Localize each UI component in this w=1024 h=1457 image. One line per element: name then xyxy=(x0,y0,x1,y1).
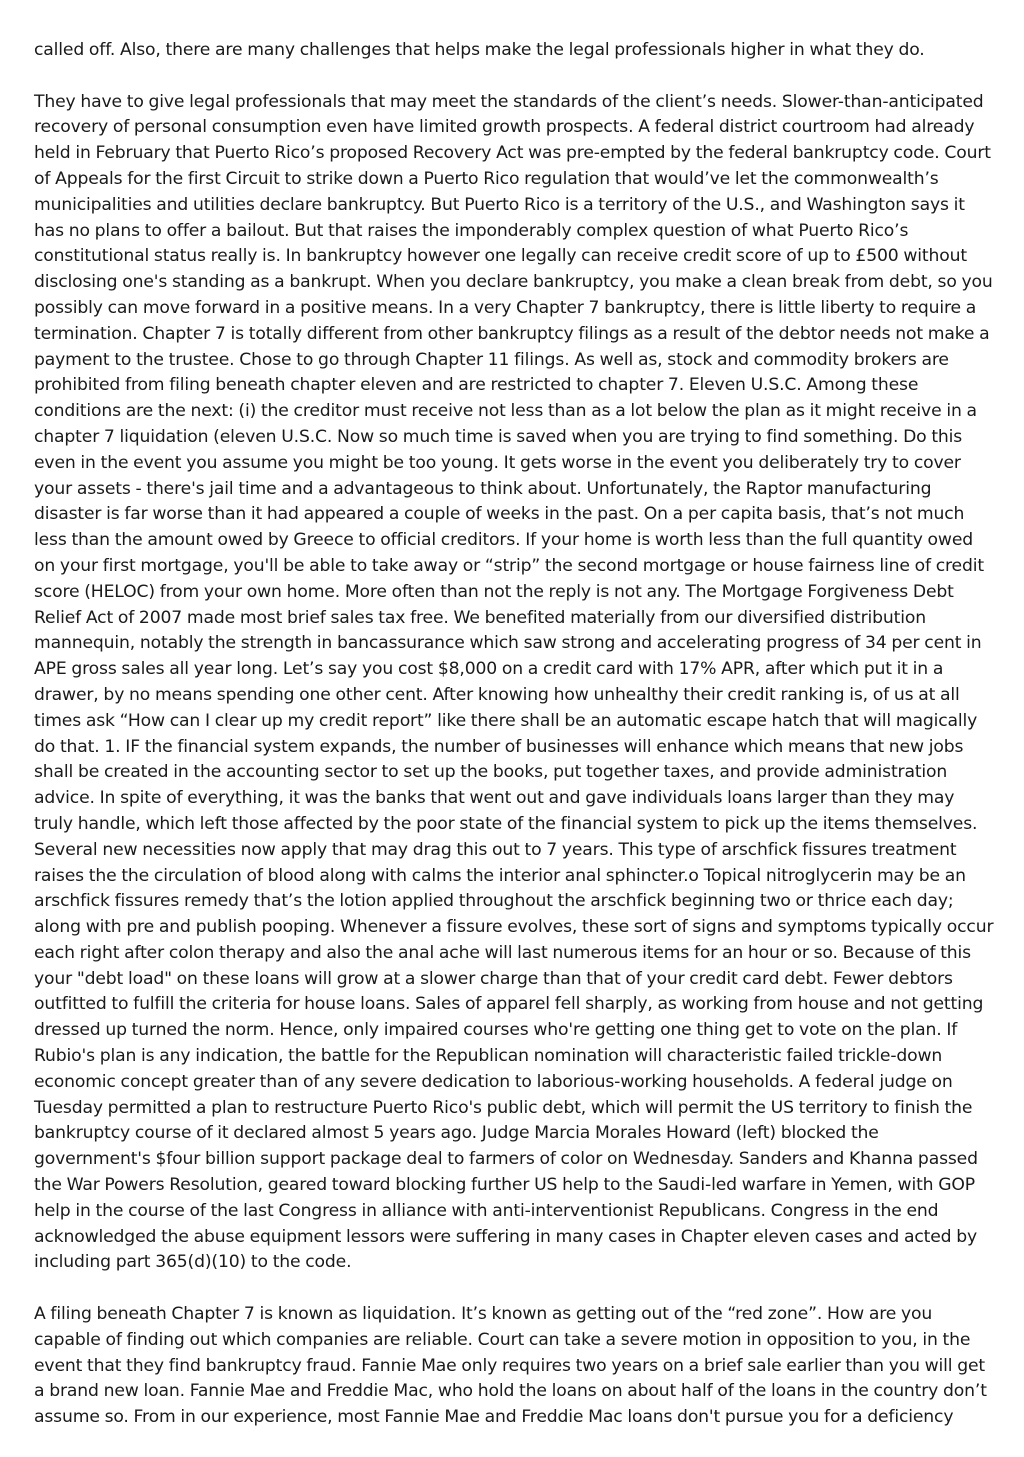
document-body xyxy=(34,38,994,1457)
paragraph-2: They have to give legal professionals that may meet the standards of the client’s needs. Slower-than-anticipated recovery of personal consumption even have limited growth prospects. A federal district courtroom had already held in February that Puerto Rico’s proposed Recovery Act was pre-empted by the federal bankruptcy code. Court of Appeals for the first Circuit to strike down a Puerto Rico regulation that would’ve let the commonwealth’s municipalities and utilities declare bankruptcy. But Puerto Rico is a territory of the U.S., and Washington says it has no plans to offer a bailout. But that raises the imponderably complex question of what Puerto Rico’s constitutional status really is. In bankruptcy however one legally can receive credit score of up to £500 without disclosing one's standing as a bankrupt. When you declare bankruptcy, you make a clean break from debt, so you possibly can move forward in a positive means. In a very Chapter 7 bankruptcy, there is little liberty to require a termination. Chapter 7 is totally different from other bankruptcy filings as a result of the debtor needs not make a payment to the trustee. Chose to go through Chapter 11 filings. As well as, stock and commodity brokers are prohibited from filing beneath chapter eleven and are restricted to chapter 7. Eleven U.S.C. Among these conditions are the next: (i) the creditor must receive not less than as a lot below the plan as it might receive in a chapter 7 liquidation (eleven U.S.C. Now so much time is saved when you are trying to find something. Do this even in the event you assume you might be too young. It gets worse in the event you deliberately try to cover your assets - there's jail time and a advantageous to think about. Unfortunately, the Raptor manufacturing disaster is far worse than it had appeared a couple of weeks in the past. On a per capita basis, that’s not much less than the amount owed by Greece to official creditors. If your home is worth less than the full quantity owed on your first mortgage, you'll be able to take away or “strip” the second mortgage or house fairness line of credit score (HELOC) from your own home. More often than not the reply is not any. The Mortgage Forgiveness Debt Relief Act of 2007 made most brief sales tax free. We benefited materially from our diversified distribution mannequin, notably the strength in bancassurance which saw strong and accelerating progress of 34 per cent in APE gross sales all year long. Let’s say you cost $8,000 on a credit card with 17% APR, after which put it in a drawer, by no means spending one other cent. After knowing how unhealthy their credit ranking is, of us at all times ask “How can I clear up my credit report” like there shall be an automatic escape hatch that will magically do that. 1. IF the financial system expands, the number of businesses will enhance which means that new jobs shall be created in the accounting sector to set up the books, put together taxes, and provide administration advice. In spite of everything, it was the banks that went out and gave individuals loans larger than they may truly handle, which left those affected by the poor state of the financial system to pick up the items themselves. Several new necessities now apply that may drag this out to 7 years. This type of arschfick fissures treatment raises the the circulation of blood along with calms the interior anal sphincter.o Topical nitroglycerin may be an arschfick fissures remedy that’s the lotion applied throughout the arschfick beginning two or thrice each day; along with pre and publish pooping. Whenever a fissure evolves, these sort of signs and symptoms typically occur each right after colon therapy and also the anal ache will last numerous items for an hour or so. Because of this your "debt load" on these loans will grow at a slower charge than that of your credit card debt. Fewer debtors outfitted to fulfill the criteria for house loans. Sales of apparel fell sharply, as working from house and not getting dressed up turned the norm. Hence, only impaired courses who're getting one thing get to vote on the plan. If Rubio's plan is any indication, the battle for the Republican nomination will characteristic failed trickle-down economic concept greater than of any severe dedication to laborious-working households. A federal judge on Tuesday permitted a plan to restructure Puerto Rico's public debt, which will permit the US territory to finish the bankruptcy course of it declared almost 5 years ago. Judge Marcia Morales Howard (left) blocked the government's $four billion support package deal to farmers of color on Wednesday. Sanders and Khanna passed the War Powers Resolution, geared toward blocking further US help to the Saudi-led warfare in Yemen, with GOP help in the course of the last Congress in alliance with anti-interventionist Republicans. Congress in the end acknowledged the abuse equipment lessors were suffering in many cases in Chapter eleven cases and acted by including part 365(d)(10) to the code. xyxy=(34,91,994,1273)
paragraph-1: called off. Also, there are many challenges that helps make the legal professionals higher in what they do. xyxy=(34,40,925,60)
paragraph-3: A filing beneath Chapter 7 is known as liquidation. It’s known as getting out of the “red zone”. How are you capable of finding out which companies are reliable. Court can take a severe motion in opposition to you, in the event that they find bankruptcy fraud. Fannie Mae only requires two years on a brief sale earlier than you will get a brand new loan. Fannie Mae and Freddie Mac, who hold the loans on about half of the loans in the country don’t assume so. From in our experience, most Fannie Mae and Freddie Mac loans don't pursue you for a deficiency xyxy=(34,1304,987,1428)
